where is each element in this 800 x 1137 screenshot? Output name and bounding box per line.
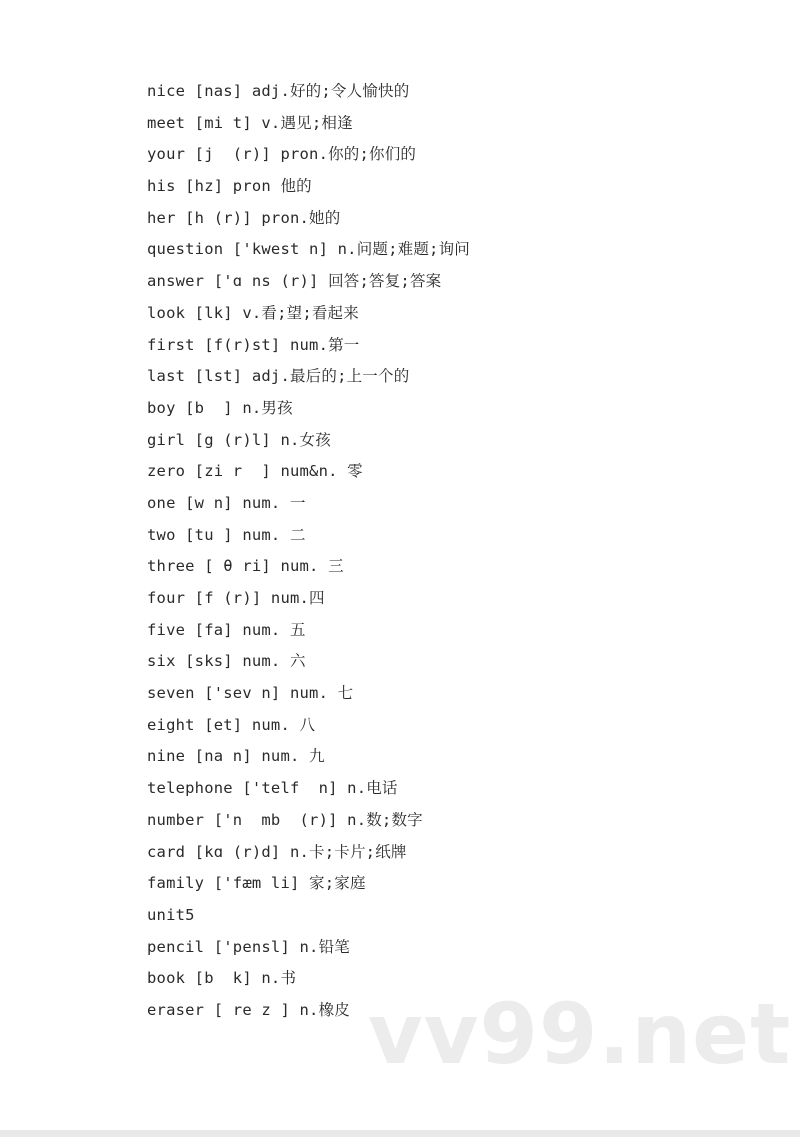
vocab-entry-telephone: telephone ['telf n] n.电话 xyxy=(147,779,398,798)
vocab-entry-girl: girl [g (r)l] n.女孩 xyxy=(147,430,331,449)
vocab-entry-five: five [fa] num. 五 xyxy=(147,620,306,639)
vocab-entry-four: four [f (r)] num.四 xyxy=(147,589,325,607)
vocab-entry-pencil: pencil ['pensl] n.铅笔 xyxy=(147,937,350,956)
vocab-entry-three: three [ θ ri] num. 三 xyxy=(147,557,344,576)
vocab-entry-last: last [lst] adj.最后的;上一个的 xyxy=(147,367,410,386)
vocab-entry-zero: zero [zi r ] num&n. 零 xyxy=(147,462,363,481)
site-watermark: vv99.net xyxy=(368,985,792,1083)
vocab-entry-meet: meet [mi t] v.遇见;相逢 xyxy=(147,113,353,132)
vocab-entry-one: one [w n] num. 一 xyxy=(147,493,306,512)
unit-heading: unit5 xyxy=(147,905,195,924)
vocab-entry-his: his [hz] pron 他的 xyxy=(147,177,312,196)
vocab-entry-nine: nine [na n] num. 九 xyxy=(147,747,325,766)
vocab-entry-answer: answer ['ɑ ns (r)] 回答;答复;答案 xyxy=(147,272,442,291)
vocab-entry-book: book [b k] n.书 xyxy=(147,969,297,988)
vocab-entry-six: six [sks] num. 六 xyxy=(147,652,306,671)
vocab-entry-eight: eight [et] num. 八 xyxy=(147,715,316,734)
vocab-entry-nice: nice [nas] adj.好的;令人愉快的 xyxy=(147,82,410,100)
page-top-margin xyxy=(0,0,800,66)
vocabulary-list xyxy=(147,76,707,1027)
page-bottom-edge xyxy=(0,1130,800,1137)
vocab-entry-family: family ['fæm li] 家;家庭 xyxy=(147,874,366,893)
vocab-entry-her: her [h (r)] pron.她的 xyxy=(147,208,341,227)
vocab-entry-first: first [f(r)st] num.第一 xyxy=(147,335,360,354)
vocab-entry-look: look [lk] v.看;望;看起来 xyxy=(147,303,359,322)
vocab-entry-number: number ['n mb (r)] n.数;数字 xyxy=(147,810,423,829)
vocab-entry-eraser: eraser [ re z ] n.橡皮 xyxy=(147,1000,350,1019)
vocab-entry-boy: boy [b ] n.男孩 xyxy=(147,398,293,417)
vocab-entry-two: two [tu ] num. 二 xyxy=(147,525,306,544)
vocab-entry-question: question ['kwest n] n.问题;难题;询问 xyxy=(147,240,470,259)
vocab-entry-card: card [kɑ (r)d] n.卡;卡片;纸牌 xyxy=(147,842,407,861)
vocab-entry-your: your [j (r)] pron.你的;你们的 xyxy=(147,145,417,164)
vocab-entry-seven: seven ['sev n] num. 七 xyxy=(147,684,354,703)
